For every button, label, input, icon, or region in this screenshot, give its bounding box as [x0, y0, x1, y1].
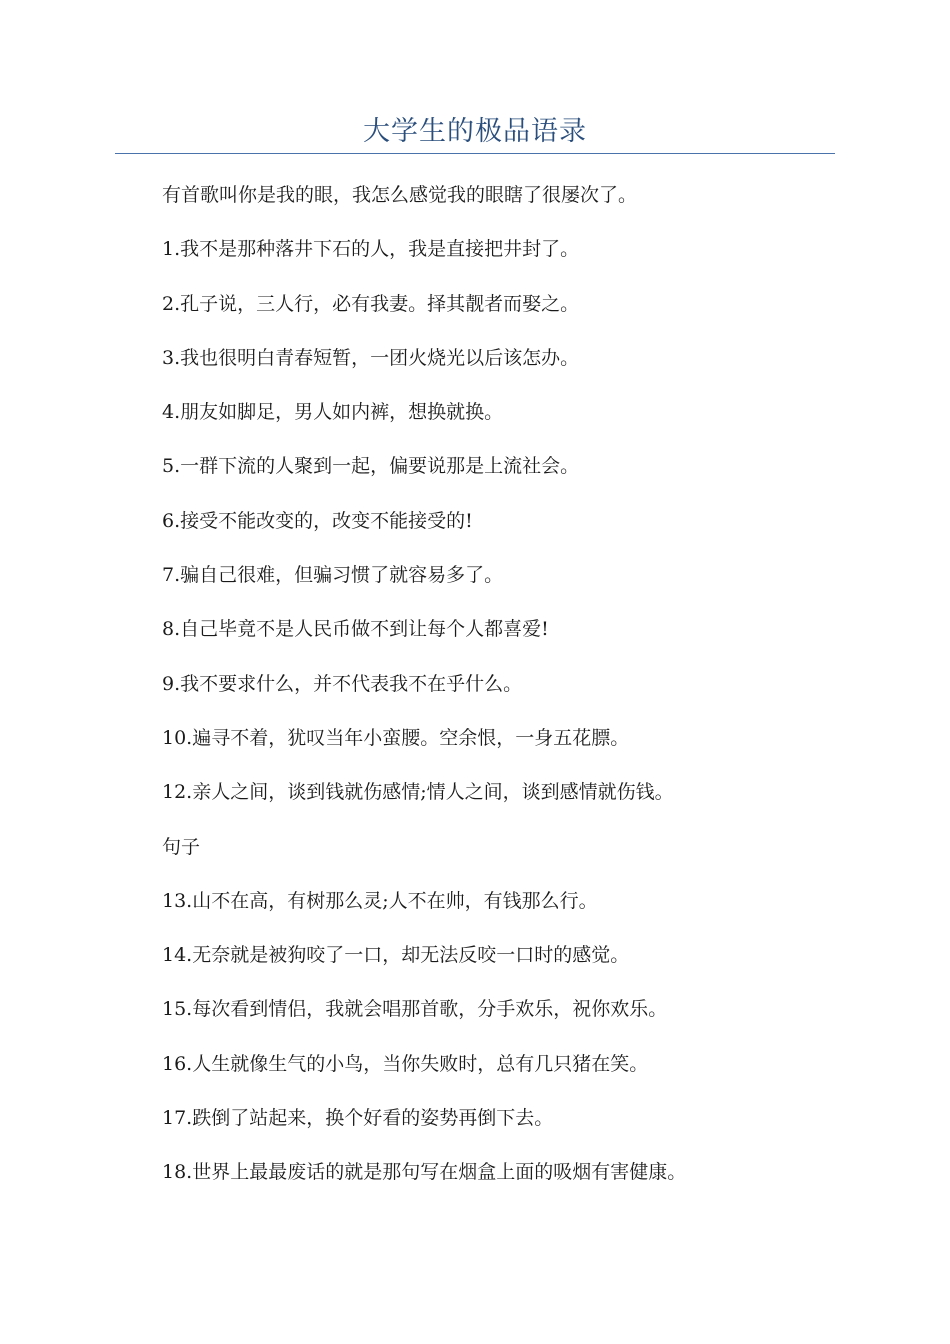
quote-4: 4.朋友如脚足，男人如内裤，想换就换。 — [162, 401, 504, 424]
quote-14: 14.无奈就是被狗咬了一口，却无法反咬一口时的感觉。 — [162, 944, 630, 967]
section-label: 句子 — [162, 835, 201, 858]
title-underline — [115, 153, 835, 154]
quote-5: 5.一群下流的人聚到一起，偏要说那是上流社会。 — [162, 455, 580, 478]
quote-8: 8.自己毕竟不是人民币做不到让每个人都喜爱! — [162, 618, 549, 641]
quote-18: 18.世界上最最废话的就是那句写在烟盒上面的吸烟有害健康。 — [162, 1161, 687, 1184]
quote-1: 1.我不是那种落井下石的人，我是直接把井封了。 — [162, 238, 580, 261]
quote-13: 13.山不在高，有树那么灵;人不在帅，有钱那么行。 — [162, 889, 598, 912]
quote-12: 12.亲人之间，谈到钱就伤感情;情人之间，谈到感情就伤钱。 — [162, 781, 674, 804]
paragraph-intro: 有首歌叫你是我的眼，我怎么感觉我的眼瞎了很屡次了。 — [162, 184, 638, 206]
quote-10: 10.遍寻不着，犹叹当年小蛮腰。空余恨，一身五花膘。 — [162, 726, 630, 749]
quote-16: 16.人生就像生气的小鸟，当你失败时，总有几只猪在笑。 — [162, 1052, 649, 1075]
document-title: 大学生的极品语录 — [363, 116, 587, 147]
quote-6: 6.接受不能改变的，改变不能接受的! — [162, 509, 473, 532]
quote-3: 3.我也很明白青春短暂，一团火烧光以后该怎办。 — [162, 346, 580, 369]
quote-2: 2.孔子说，三人行，必有我妻。择其靓者而娶之。 — [162, 292, 580, 315]
quote-7: 7.骗自己很难，但骗习惯了就容易多了。 — [162, 564, 504, 587]
document-body — [162, 178, 842, 1210]
quote-15: 15.每次看到情侣，我就会唱那首歌，分手欢乐，祝你欢乐。 — [162, 998, 668, 1021]
quote-17: 17.跌倒了站起来，换个好看的姿势再倒下去。 — [162, 1107, 554, 1130]
quote-9: 9.我不要求什么，并不代表我不在乎什么。 — [162, 672, 523, 695]
